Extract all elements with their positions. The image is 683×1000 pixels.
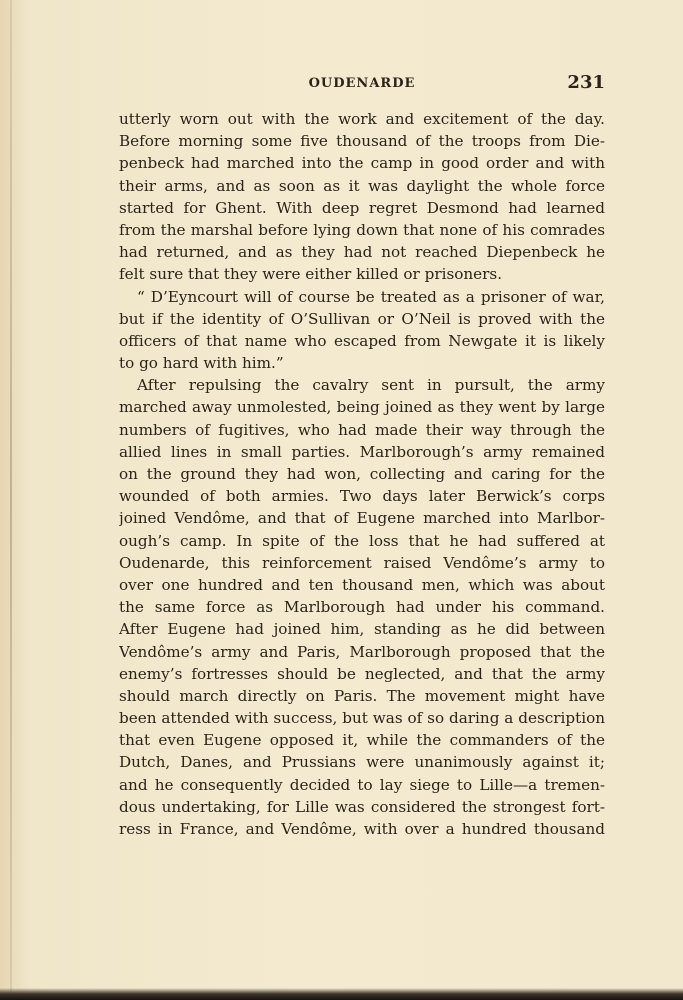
text-line: and he consequently decided to lay siege to Lille—a tremen- <box>119 775 605 794</box>
text-line: ress in France, and Vendôme, with over a hundred thousand <box>119 820 605 838</box>
text-line: allied lines in small parties. Marlborough’s army remained <box>119 442 605 461</box>
text-line: the same force as Marlborough had under his command. <box>119 598 605 617</box>
text-line: dous undertaking, for Lille was considered the strongest fort- <box>119 797 605 816</box>
text-line: After Eugene had joined him, standing as he did between <box>119 620 605 639</box>
text-line: Before morning some five thousand of the troops from Die- <box>119 132 605 151</box>
text-line: utterly worn out with the work and excitement of the day. <box>119 110 605 128</box>
text-line: Vendôme’s army and Paris, Marlborough proposed that the <box>119 642 605 661</box>
binding-gutter <box>10 0 12 1000</box>
text-line: on the ground they had won, collecting and caring for the <box>119 465 605 483</box>
text-line: felt sure that they were either killed or prisoners. <box>119 265 503 284</box>
text-line: Oudenarde, this reinforcement raised Vendôme’s army to <box>119 553 605 572</box>
text-line: ough’s camp. In spite of the loss that he had suffered at <box>119 531 605 550</box>
text-line: After repulsing the cavalry sent in pursult, the army <box>137 376 605 395</box>
page-number: 231 <box>567 72 605 93</box>
text-line: joined Vendôme, and that of Eugene marched into Marlbor- <box>119 509 605 528</box>
text-line: “ D’Eyncourt will of course be treated as a prisoner of war, <box>137 287 605 306</box>
text-line: that even Eugene opposed it, while the commanders of the <box>119 731 605 750</box>
text-line: had returned, and as they had not reached Diepenbeck he <box>119 243 605 262</box>
text-line: Dutch, Danes, and Prussians were unanimously against it; <box>119 753 605 772</box>
running-head <box>119 72 605 94</box>
text-line: wounded of both armies. Two days later Berwick’s corps <box>119 487 605 506</box>
chapter-title: OUDENARDE <box>308 76 416 91</box>
text-line: but if the identity of O’Sullivan or O’Neil is proved with the <box>119 309 605 328</box>
text-line: been attended with success, but was of so daring a description <box>119 709 605 728</box>
text-line: their arms, and as soon as it was daylight the whole force <box>119 176 605 195</box>
text-line: officers of that name who escaped from Newgate it is likely <box>119 331 605 350</box>
text-line: numbers of fugitives, who had made their way through the <box>119 420 605 439</box>
text-line: penbeck had marched into the camp in good order and with <box>119 154 605 173</box>
text-line: marched away unmolested, being joined as they went by large <box>119 398 605 417</box>
text-line: should march directly on Paris. The movement might have <box>119 686 605 705</box>
text-line: from the marshal before lying down that none of his comrades <box>119 220 605 239</box>
text-line: over one hundred and ten thousand men, which was about <box>119 575 605 594</box>
body-text <box>119 108 605 840</box>
page-bottom-edge <box>0 988 683 1000</box>
text-line: started for Ghent. With deep regret Desmond had learned <box>119 198 605 217</box>
text-line: enemy’s fortresses should be neglected, and that the army <box>119 664 605 683</box>
text-line: to go hard with him.” <box>119 354 284 373</box>
